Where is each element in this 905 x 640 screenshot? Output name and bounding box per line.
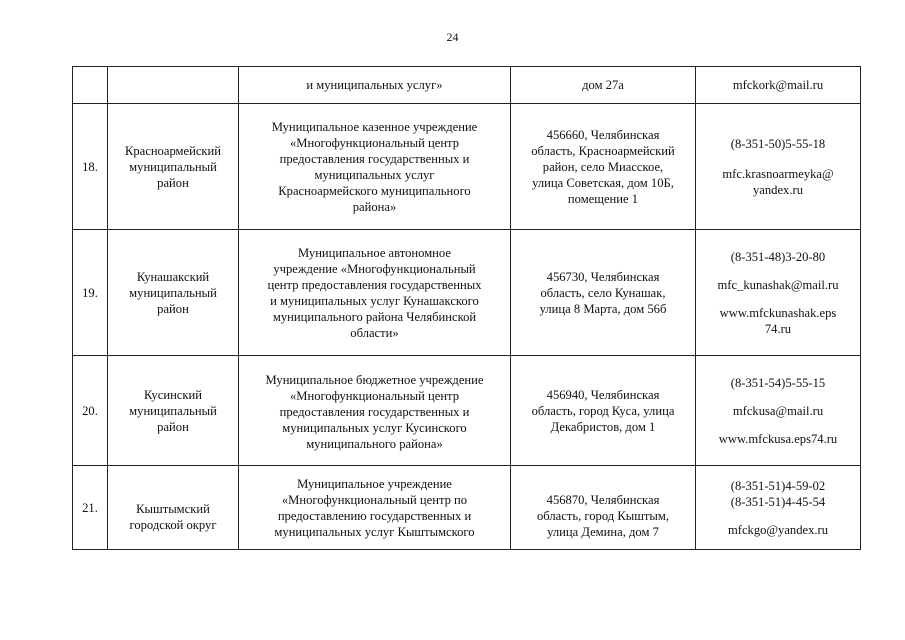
area-cell <box>108 67 239 104</box>
page-number: 24 <box>446 30 459 44</box>
website-text: www.mfckunashak.eps 74.ru <box>719 305 837 336</box>
contact-cell <box>696 230 861 356</box>
table-row <box>73 104 861 230</box>
table-row <box>73 356 861 466</box>
address-cell: 456940, Челябинская область, город Куса, улица Декабристов, дом 1 <box>511 356 696 466</box>
row-number-cell: 20. <box>73 356 108 466</box>
phone-text: (8-351-48)3-20-80 <box>730 249 826 264</box>
email-text: mfckork@mail.ru <box>732 78 824 92</box>
table-row <box>73 230 861 356</box>
contact-cell <box>696 67 861 104</box>
email-text: mfc_kunashak@mail.ru <box>717 277 839 292</box>
phone-text: (8-351-50)5-55-18 <box>730 136 826 151</box>
address-cell: 456730, Челябинская область, село Кунашак, улица 8 Марта, дом 56б <box>511 230 696 356</box>
address-cell: 456660, Челябинская область, Красноармейский район, село Миасское, улица Советская, дом 10Б, помещение 1 <box>511 104 696 230</box>
table-row-continuation <box>73 67 861 104</box>
area-cell: Кусинский муниципальный район <box>108 356 239 466</box>
organization-cell: и муниципальных услуг» <box>239 67 511 104</box>
phone-text: (8-351-54)5-55-15 <box>730 375 826 390</box>
row-number-cell <box>73 67 108 104</box>
phone-text-secondary: (8-351-51)4-45-54 <box>730 494 826 509</box>
email-text: mfckusa@mail.ru <box>732 403 824 418</box>
email-text: mfckgo@yandex.ru <box>727 522 829 537</box>
area-cell: Кыштымский городской округ <box>108 466 239 550</box>
mfc-registry-table <box>72 66 861 550</box>
contact-cell <box>696 356 861 466</box>
address-cell: 456870, Челябинская область, город Кыштым, улица Демина, дом 7 <box>511 466 696 550</box>
address-cell: дом 27а <box>511 67 696 104</box>
email-text: mfc.krasnoarmeyka@ yandex.ru <box>722 166 834 197</box>
phone-text: (8-351-51)4-59-02 <box>730 478 826 493</box>
area-cell: Кунашакский муниципальный район <box>108 230 239 356</box>
organization-cell: Муниципальное автономное учреждение «Многофункциональный центр предоставления государственных и муниципальных услуг Кунашакского муниципального района Челябинской области» <box>239 230 511 356</box>
area-cell: Красноармейский муниципальный район <box>108 104 239 230</box>
row-number-cell: 18. <box>73 104 108 230</box>
organization-cell: Муниципальное бюджетное учреждение «Многофункциональный центр предоставления государственных и муниципальных услуг Кусинского муниципального района» <box>239 356 511 466</box>
contact-cell <box>696 104 861 230</box>
website-text: www.mfckusa.eps74.ru <box>718 431 838 446</box>
table-row <box>73 466 861 550</box>
organization-cell: Муниципальное казенное учреждение «Многофункциональный центр предоставления государственных и муниципальных услуг Красноармейского муниципального района» <box>239 104 511 230</box>
row-number-cell: 19. <box>73 230 108 356</box>
organization-cell: Муниципальное учреждение «Многофункциональный центр по предоставлению государственных и муниципальных услуг Кыштымского <box>239 466 511 550</box>
row-number-cell: 21. <box>73 466 108 550</box>
contact-cell <box>696 466 861 550</box>
